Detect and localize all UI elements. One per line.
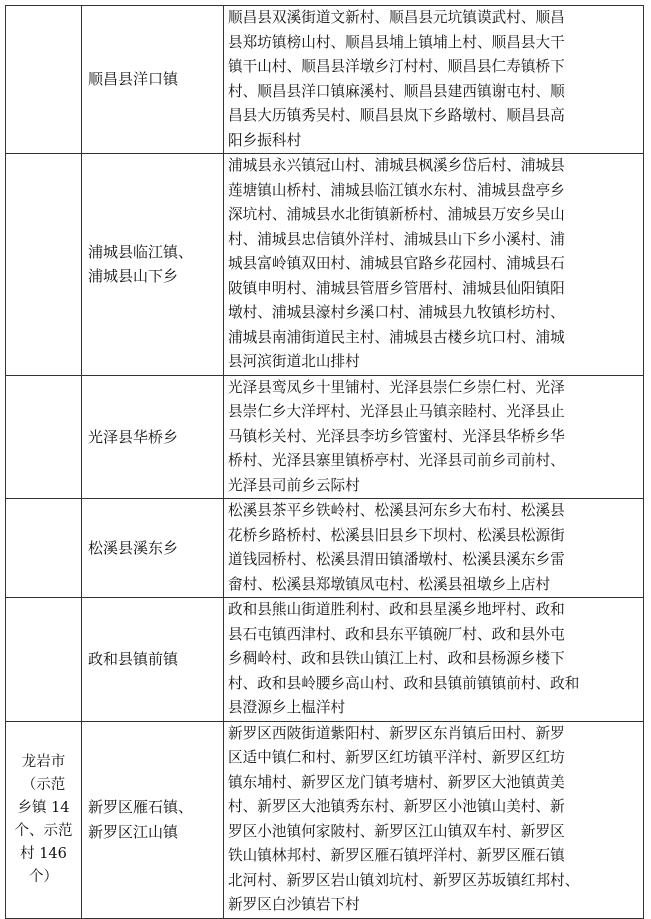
text-line: 阳乡振科村 bbox=[228, 131, 302, 149]
table-row bbox=[6, 721, 644, 918]
village-list-cell bbox=[224, 721, 644, 918]
text-line: 光泽县司前乡云际村 bbox=[228, 476, 360, 494]
text-line: 马镇杉关村、光泽县李坊乡管蜜村、光泽县华桥乡华 bbox=[228, 427, 565, 445]
text-line: 县澄源乡上榅洋村 bbox=[228, 699, 346, 716]
demonstration-villages-table bbox=[5, 5, 644, 919]
text-line: 村 146 bbox=[20, 845, 67, 862]
text-line: 新罗区雁石镇、 bbox=[88, 798, 194, 816]
text-line: 花桥乡路桥村、松溪县旧县乡下坝村、松溪县松源街 bbox=[228, 526, 565, 544]
text-line: 桥村、光泽县寨里镇桥亭村、光泽县司前乡司前村、 bbox=[228, 452, 565, 469]
text-line: 陂镇申明村、浦城县管厝乡管厝村、浦城县仙阳镇阳 bbox=[228, 279, 565, 297]
city-cell bbox=[6, 598, 82, 722]
text-line: 浦城县永兴镇冠山村、浦城县枫溪乡岱后村、浦城县 bbox=[228, 157, 565, 174]
table-row bbox=[6, 598, 644, 722]
town-cell bbox=[82, 154, 224, 376]
text-line: 镇干山村、顺昌县洋墩乡汀村村、顺昌县仁寿镇桥下 bbox=[228, 58, 565, 75]
table-row bbox=[6, 154, 644, 376]
text-line: 乡镇 14 bbox=[17, 799, 70, 816]
city-cell bbox=[6, 721, 82, 918]
table-body bbox=[6, 6, 644, 919]
town-cell bbox=[82, 499, 224, 598]
village-list-cell bbox=[224, 499, 644, 598]
text-line: 村、浦城县忠信镇外洋村、浦城县山下乡小溪村、浦 bbox=[228, 230, 565, 248]
text-line: 浦城县临江镇、 bbox=[88, 242, 194, 261]
text-line: 新罗区白沙镇岩下村 bbox=[228, 896, 360, 913]
text-line: 县石屯镇西津村、政和县东平镇碗厂村、政和县外屯 bbox=[228, 625, 565, 643]
text-line: 新罗区江山镇 bbox=[88, 822, 179, 841]
text-line: 墩村、浦城县濠村乡溪口村、浦城县九牧镇杉坊村、 bbox=[228, 304, 565, 321]
text-line: 县崇仁乡大洋坪村、光泽县止马镇亲睦村、光泽县止 bbox=[228, 403, 565, 420]
table-row bbox=[6, 499, 644, 598]
table-row bbox=[6, 375, 644, 499]
text-line: 村、政和县岭腰乡高山村、政和县镇前镇镇前村、政和 bbox=[228, 674, 580, 692]
text-line: 村、顺昌县洋口镇麻溪村、顺昌县建西镇谢屯村、顺 bbox=[228, 82, 565, 100]
text-line: 铁山镇林邦村、新罗区雁石镇坪洋村、新罗区雁石镇 bbox=[228, 847, 565, 864]
text-line: 镇东埔村、新罗区龙门镇考塘村、新罗区大池镇黄美 bbox=[228, 773, 565, 791]
text-line: 个） bbox=[29, 868, 58, 885]
text-line: 松溪县溪东乡 bbox=[88, 538, 179, 557]
text-line: 龙岩市 bbox=[21, 753, 66, 770]
city-cell bbox=[6, 499, 82, 598]
text-line: 顺昌县双溪街道文新村、顺昌县元坑镇谟武村、顺昌 bbox=[228, 9, 565, 26]
text-line: 深坑村、浦城县水北街镇新桥村、浦城县万安乡吴山 bbox=[228, 206, 565, 223]
text-line: 个、示范 bbox=[14, 822, 73, 839]
text-line: 松溪县茶平乡铁岭村、松溪县河东乡大布村、松溪县 bbox=[228, 502, 565, 519]
text-line: 浦城县南浦街道民主村、浦城县古楼乡坑口村、浦城 bbox=[228, 328, 565, 346]
village-list-cell bbox=[224, 6, 644, 154]
text-line: 罗区小池镇何家陂村、新罗区江山镇双车村、新罗区 bbox=[228, 822, 565, 840]
city-cell bbox=[6, 375, 82, 499]
town-cell bbox=[82, 598, 224, 722]
text-line: 畲村、松溪县郑墩镇凤屯村、松溪县祖墩乡上店村 bbox=[228, 575, 551, 593]
city-cell bbox=[6, 154, 82, 376]
text-line: 政和县熊山街道胜利村、政和县星溪乡地坪村、政和 bbox=[228, 601, 565, 618]
text-line: 莲塘镇山桥村、浦城县临江镇水东村、浦城县盘亭乡 bbox=[228, 181, 565, 199]
town-cell bbox=[82, 375, 224, 499]
text-line: 光泽县华桥乡 bbox=[88, 427, 179, 446]
text-line: 区适中镇仁和村、新罗区红坊镇平洋村、新罗区红坊 bbox=[228, 749, 565, 766]
text-line: 浦城县山下乡 bbox=[88, 267, 179, 286]
text-line: 昌县大历镇秀吴村、顺昌县岚下乡路墩村、顺昌县高 bbox=[228, 107, 565, 124]
text-line: 政和县镇前镇 bbox=[88, 650, 179, 668]
city-cell bbox=[6, 6, 82, 154]
text-line: 城县富岭镇双田村、浦城县官路乡花园村、浦城县石 bbox=[228, 255, 565, 272]
text-line: 村、新罗区大池镇秀东村、新罗区小池镇山美村、新 bbox=[228, 798, 565, 815]
text-line: 顺昌县洋口镇 bbox=[88, 70, 179, 89]
text-line: 县河滨街道北山排村 bbox=[228, 353, 360, 370]
text-line: 乡稠岭村、政和县铁山镇江上村、政和县杨源乡楼下 bbox=[228, 650, 565, 667]
text-line: 新罗区西陂街道紫阳村、新罗区东肖镇后田村、新罗 bbox=[228, 724, 565, 742]
town-cell bbox=[82, 721, 224, 918]
table-row bbox=[6, 6, 644, 154]
text-line: 光泽县鸾凤乡十里铺村、光泽县崇仁乡崇仁村、光泽 bbox=[228, 378, 565, 396]
text-line: 道钱园桥村、松溪县渭田镇潘墩村、松溪县溪东乡雷 bbox=[228, 551, 565, 568]
village-list-cell bbox=[224, 154, 644, 376]
village-list-cell bbox=[224, 598, 644, 722]
village-list-cell bbox=[224, 375, 644, 499]
text-line: 县郑坊镇榜山村、顺昌县埔上镇埔上村、顺昌县大干 bbox=[228, 33, 565, 51]
text-line: 北河村、新罗区岩山镇刘坑村、新罗区苏坂镇红邦村、 bbox=[228, 871, 580, 889]
town-cell bbox=[82, 6, 224, 154]
text-line: （示范 bbox=[21, 776, 66, 793]
